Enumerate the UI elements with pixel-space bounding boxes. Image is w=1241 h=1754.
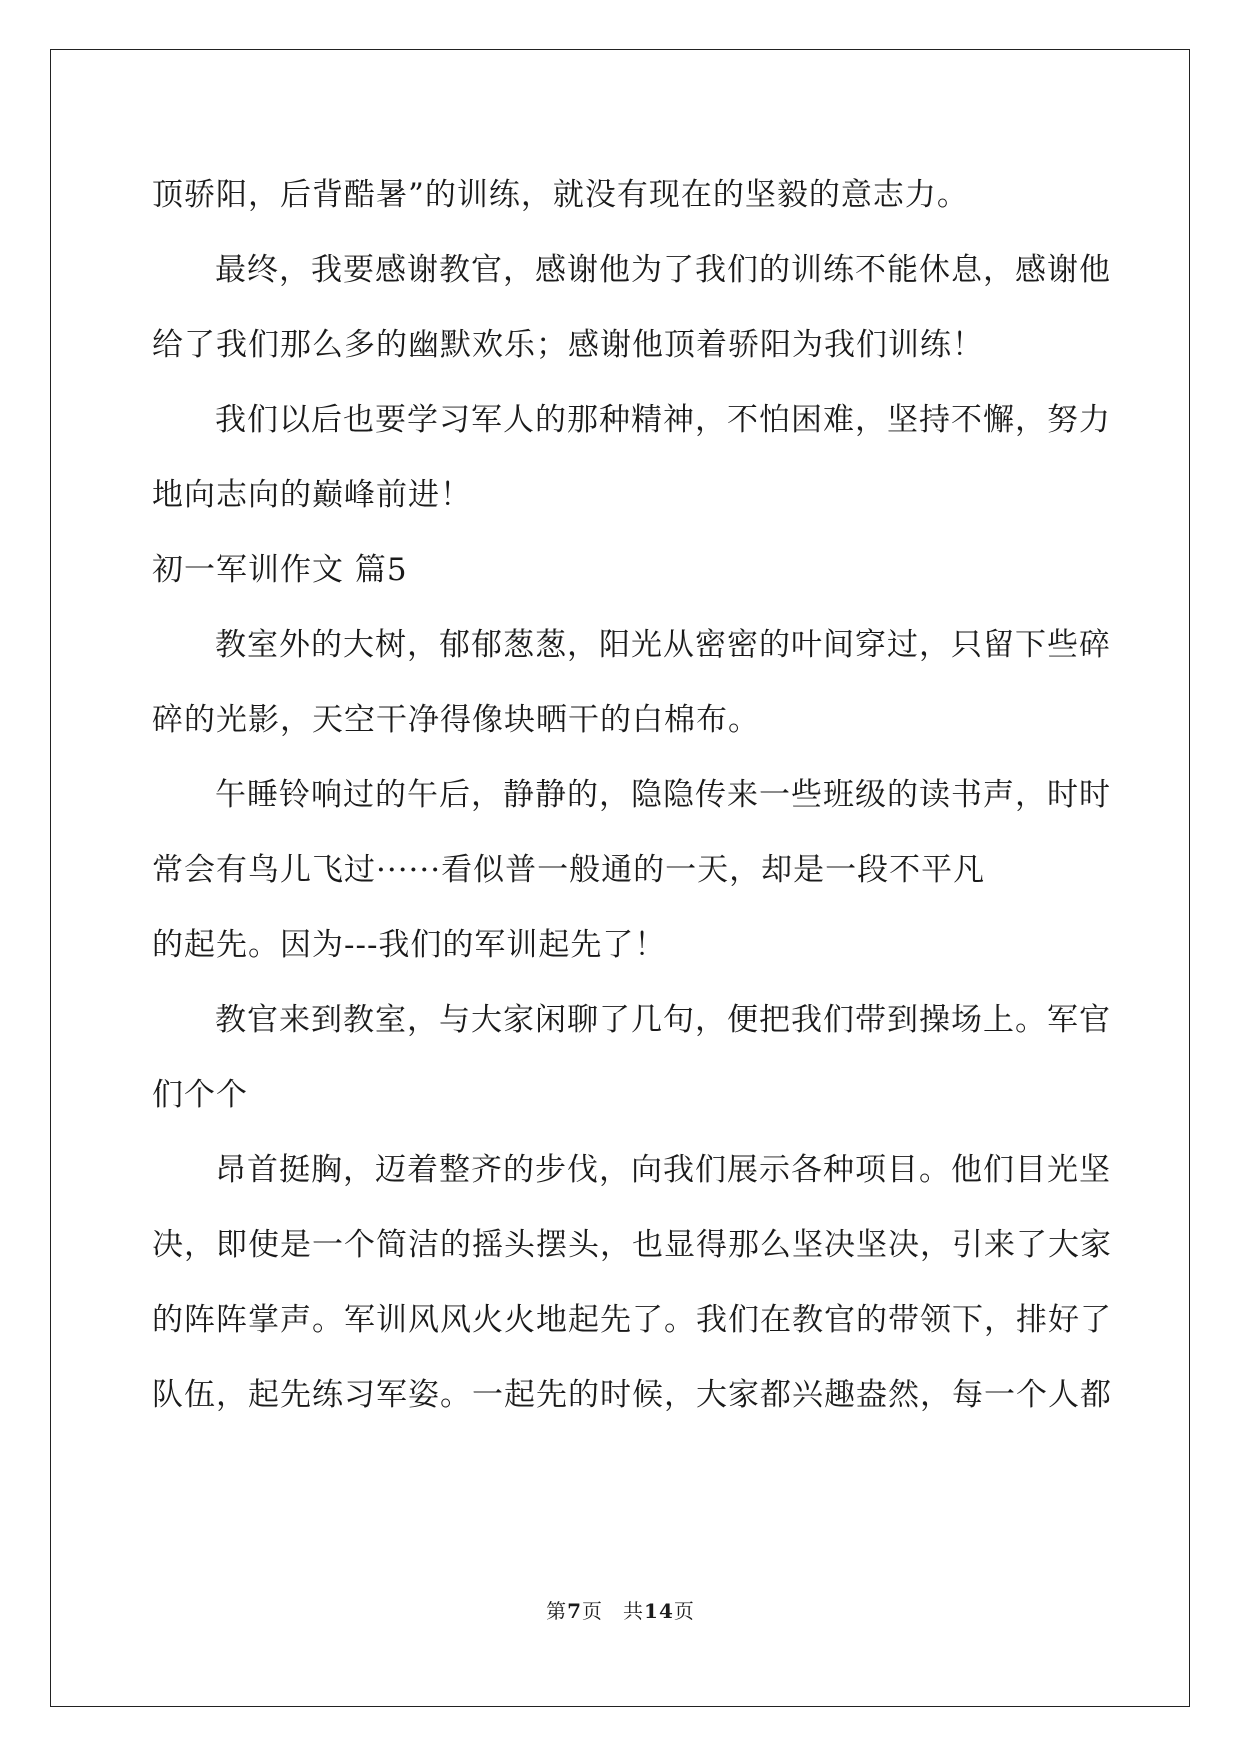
text-line-17: 队伍，起先练习军姿。一起先的时候，大家都兴趣盎然，每一个人都	[152, 1377, 1112, 1413]
text-line-10: 常会有鸟儿飞过······看似普一般通的一天，却是一段不平凡	[152, 852, 986, 888]
total-page-number: 14	[644, 1599, 674, 1623]
text-line-7: 教室外的大树，郁郁葱葱，阳光从密密的叶间穿过，只留下些碎	[215, 627, 1111, 663]
text-line-11: 的起先。因为---我们的军训起先了！	[152, 927, 667, 963]
text-line-1: 顶骄阳，后背酷暑”的训练，就没有现在的坚毅的意志力。	[152, 177, 969, 213]
text-line-15: 决，即使是一个简洁的摇头摆头，也显得那么坚决坚决，引来了大家	[152, 1227, 1112, 1263]
text-line-3: 给了我们那么多的幽默欢乐；感谢他顶着骄阳为我们训练！	[152, 327, 984, 363]
section-heading: 初一军训作文 篇5	[152, 552, 408, 588]
text-line-4: 我们以后也要学习军人的那种精神，不怕困难，坚持不懈，努力	[215, 402, 1111, 438]
total-prefix: 共	[623, 1599, 645, 1623]
total-suffix: 页	[673, 1599, 695, 1623]
page-suffix: 页	[582, 1599, 604, 1623]
text-line-12: 教官来到教室，与大家闲聊了几句，便把我们带到操场上。军官	[215, 1002, 1111, 1038]
text-line-14: 昂首挺胸，迈着整齐的步伐，向我们展示各种项目。他们目光坚	[215, 1152, 1111, 1188]
text-line-8: 碎的光影，天空干净得像块晒干的白棉布。	[152, 702, 760, 738]
page-footer	[0, 1595, 1241, 1624]
text-line-5: 地向志向的巅峰前进！	[152, 477, 472, 513]
current-page-number: 7	[567, 1599, 583, 1623]
document-body	[152, 158, 1112, 1433]
text-line-9: 午睡铃响过的午后，静静的，隐隐传来一些班级的读书声，时时	[215, 777, 1111, 813]
page-prefix: 第	[546, 1599, 568, 1623]
text-line-2: 最终，我要感谢教官，感谢他为了我们的训练不能休息，感谢他	[215, 252, 1111, 288]
text-line-13: 们个个	[152, 1077, 248, 1113]
text-line-16: 的阵阵掌声。军训风风火火地起先了。我们在教官的带领下，排好了	[152, 1302, 1112, 1338]
